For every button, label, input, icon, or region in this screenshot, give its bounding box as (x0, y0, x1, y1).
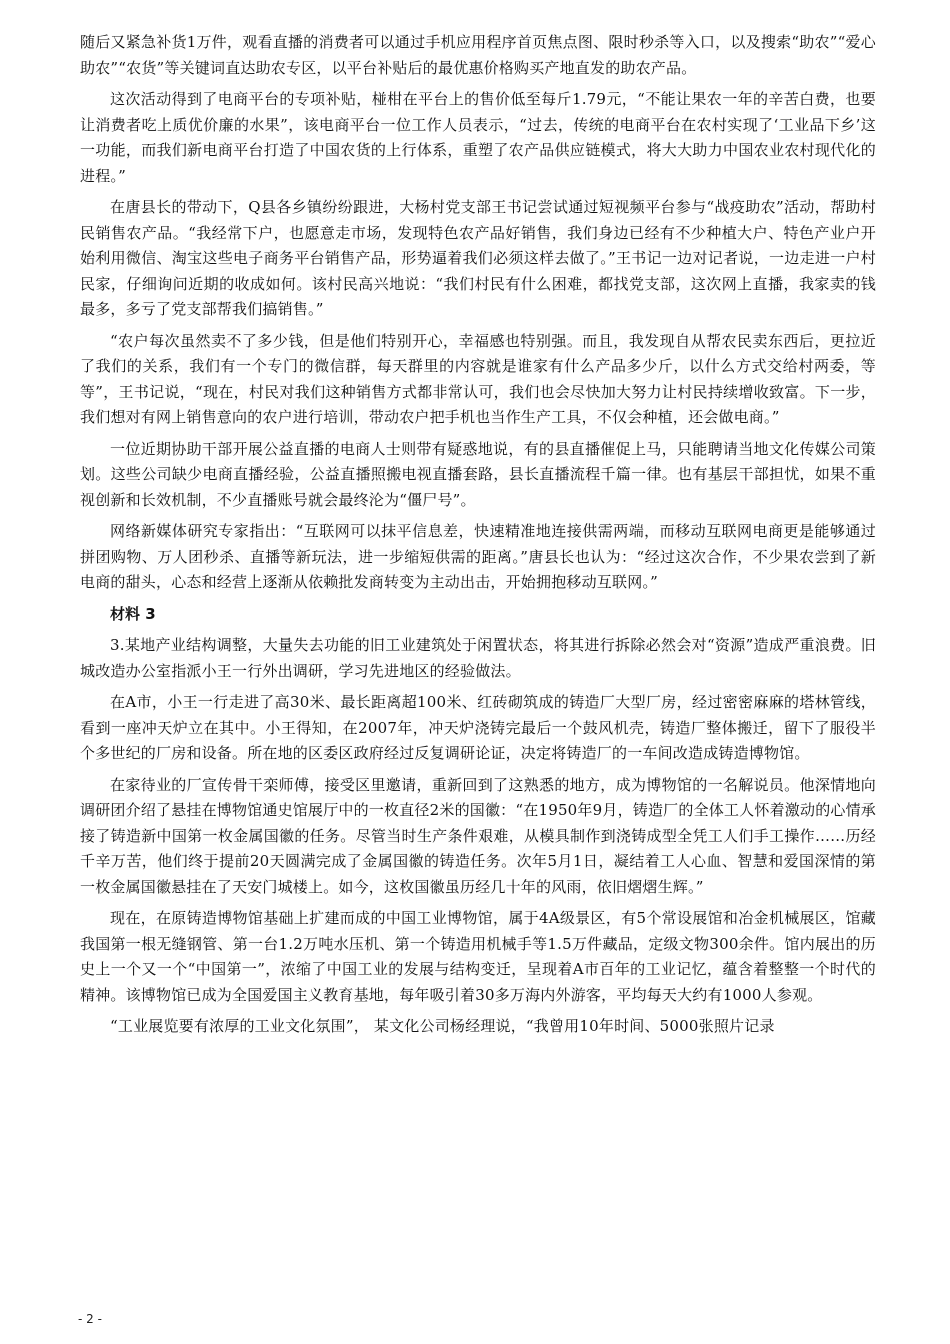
paragraph: 在家待业的厂宣传骨干栾师傅，接受区里邀请，重新回到了这熟悉的地方，成为博物馆的一名解说员。他深情地向调研团介绍了悬挂在博物馆通史馆展厅中的一枚直径2米的国徽：“在1950年9月，铸造厂的全体工人怀着激动的心情承接了铸造新中国第一枚金属国徽的任务。尽管当时生产条件艰难，从模具制作到浇铸成型全凭工人们手工操作……历经千辛万苦，他们终于提前20天圆满完成了金属国徽的铸造任务。次年5月1日，凝结着工人心血、智慧和爱国深情的第一枚金属国徽悬挂在了天安门城楼上。如今，这枚国徽虽历经几十年的风雨，依旧熠熠生辉。” (80, 775, 876, 896)
paragraph-continuation: 随后又紧急补货1万件，观看直播的消费者可以通过手机应用程序首页焦点图、限时秒杀等入口，以及搜索“助农”“爱心助农”“农货”等关键词直达助农专区，以平台补贴后的最优惠价格购买产地直发的助农产品。 (80, 33, 876, 77)
page-number: - 2 - (78, 1312, 102, 1326)
paragraph: 3.某地产业结构调整，大量失去功能的旧工业建筑处于闲置状态，将其进行拆除必然会对“资源”造成严重浪费。旧城改造办公室指派小王一行外出调研，学习先进地区的经验做法。 (80, 636, 876, 680)
paragraph: 现在，在原铸造博物馆基础上扩建而成的中国工业博物馆，属于4A级景区，有5个常设展馆和冶金机械展区，馆藏我国第一根无缝钢管、第一台1.2万吨水压机、第一个铸造用机械手等1.5万件藏品，定级文物300余件。馆内展出的历史上一个又一个“中国第一”，浓缩了中国工业的发展与结构变迁，呈现着A市百年的工业记忆，蕴含着整整一个时代的精神。该博物馆已成为全国爱国主义教育基地，每年吸引着30多万海内外游客，平均每天大约有1000人参观。 (80, 909, 876, 1004)
section-heading: 材料 3 (110, 604, 156, 623)
paragraph: “工业展览要有浓厚的工业文化氛围”， 某文化公司杨经理说，“我曾用10年时间、5000张照片记录 (110, 1017, 775, 1035)
paragraph: 一位近期协助干部开展公益直播的电商人士则带有疑惑地说，有的县直播催促上马，只能聘请当地文化传媒公司策划。这些公司缺少电商直播经验，公益直播照搬电视直播套路，县长直播流程千篇一律。也有基层干部担忧，如果不重视创新和长效机制，不少直播账号就会最终沦为“僵尸号”。 (80, 439, 876, 509)
paragraph: 在A市，小王一行走进了高30米、最长距离超100米、红砖砌筑成的铸造厂大型厂房，经过密密麻麻的塔林管线，看到一座冲天炉立在其中。小王得知，在2007年，冲天炉浇铸完最后一个鼓风机壳，铸造厂整体搬迁，留下了服役半个多世纪的厂房和设备。所在地的区委区政府经过反复调研论证，决定将铸造厂的一车间改造成铸造博物馆。 (80, 693, 876, 762)
paragraph: “农户每次虽然卖不了多少钱，但是他们特别开心，幸福感也特别强。而且，我发现自从帮农民卖东西后，更拉近了我们的关系，我们有一个专门的微信群，每天群里的内容就是谁家有什么产品多少斤，以什么方式交给村两委，等等”，王书记说，“现在，村民对我们这种销售方式都非常认可，我们也会尽快加大努力让村民持续增收致富。下一步，我们想对有网上销售意向的农户进行培训，带动农户把手机也当作生产工具，不仅会种植，还会做电商。” (80, 331, 876, 426)
paragraph: 网络新媒体研究专家指出：“互联网可以抹平信息差，快速精准地连接供需两端，而移动互联网电商更是能够通过拼团购物、万人团秒杀、直播等新玩法，进一步缩短供需的距离。”唐县长也认为：“经过这次合作，不少果农尝到了新电商的甜头，心态和经营上逐渐从依赖批发商转变为主动出击，开始拥抱移动互联网。” (80, 522, 876, 591)
paragraph: 在唐县长的带动下，Q县各乡镇纷纷跟进，大杨村党支部王书记尝试通过短视频平台参与“战疫助农”活动，帮助村民销售农产品。“我经常下户，也愿意走市场，发现特色农产品好销售，我们身边已经有不少种植大户、特色产业户开始利用微信、淘宝这些电子商务平台销售产品，形势逼着我们必须这样去做了。”王书记一边对记者说，一边走进一户村民家，仔细询问近期的收成如何。该村民高兴地说：“我们村民有什么困难，都找党支部，这次网上直播，我家卖的钱最多，多亏了党支部帮我们搞销售。” (80, 198, 876, 318)
paragraph: 这次活动得到了电商平台的专项补贴，椪柑在平台上的售价低至每斤1.79元，“不能让果农一年的辛苦白费，也要让消费者吃上质优价廉的水果”，该电商平台一位工作人员表示，“过去，传统的电商平台在农村实现了‘工业品下乡’这一功能，而我们新电商平台打造了中国农货的上行体系，重塑了农产品供应链模式，将大大助力中国农业农村现代化的进程。” (80, 90, 876, 185)
document-page (80, 30, 876, 1046)
